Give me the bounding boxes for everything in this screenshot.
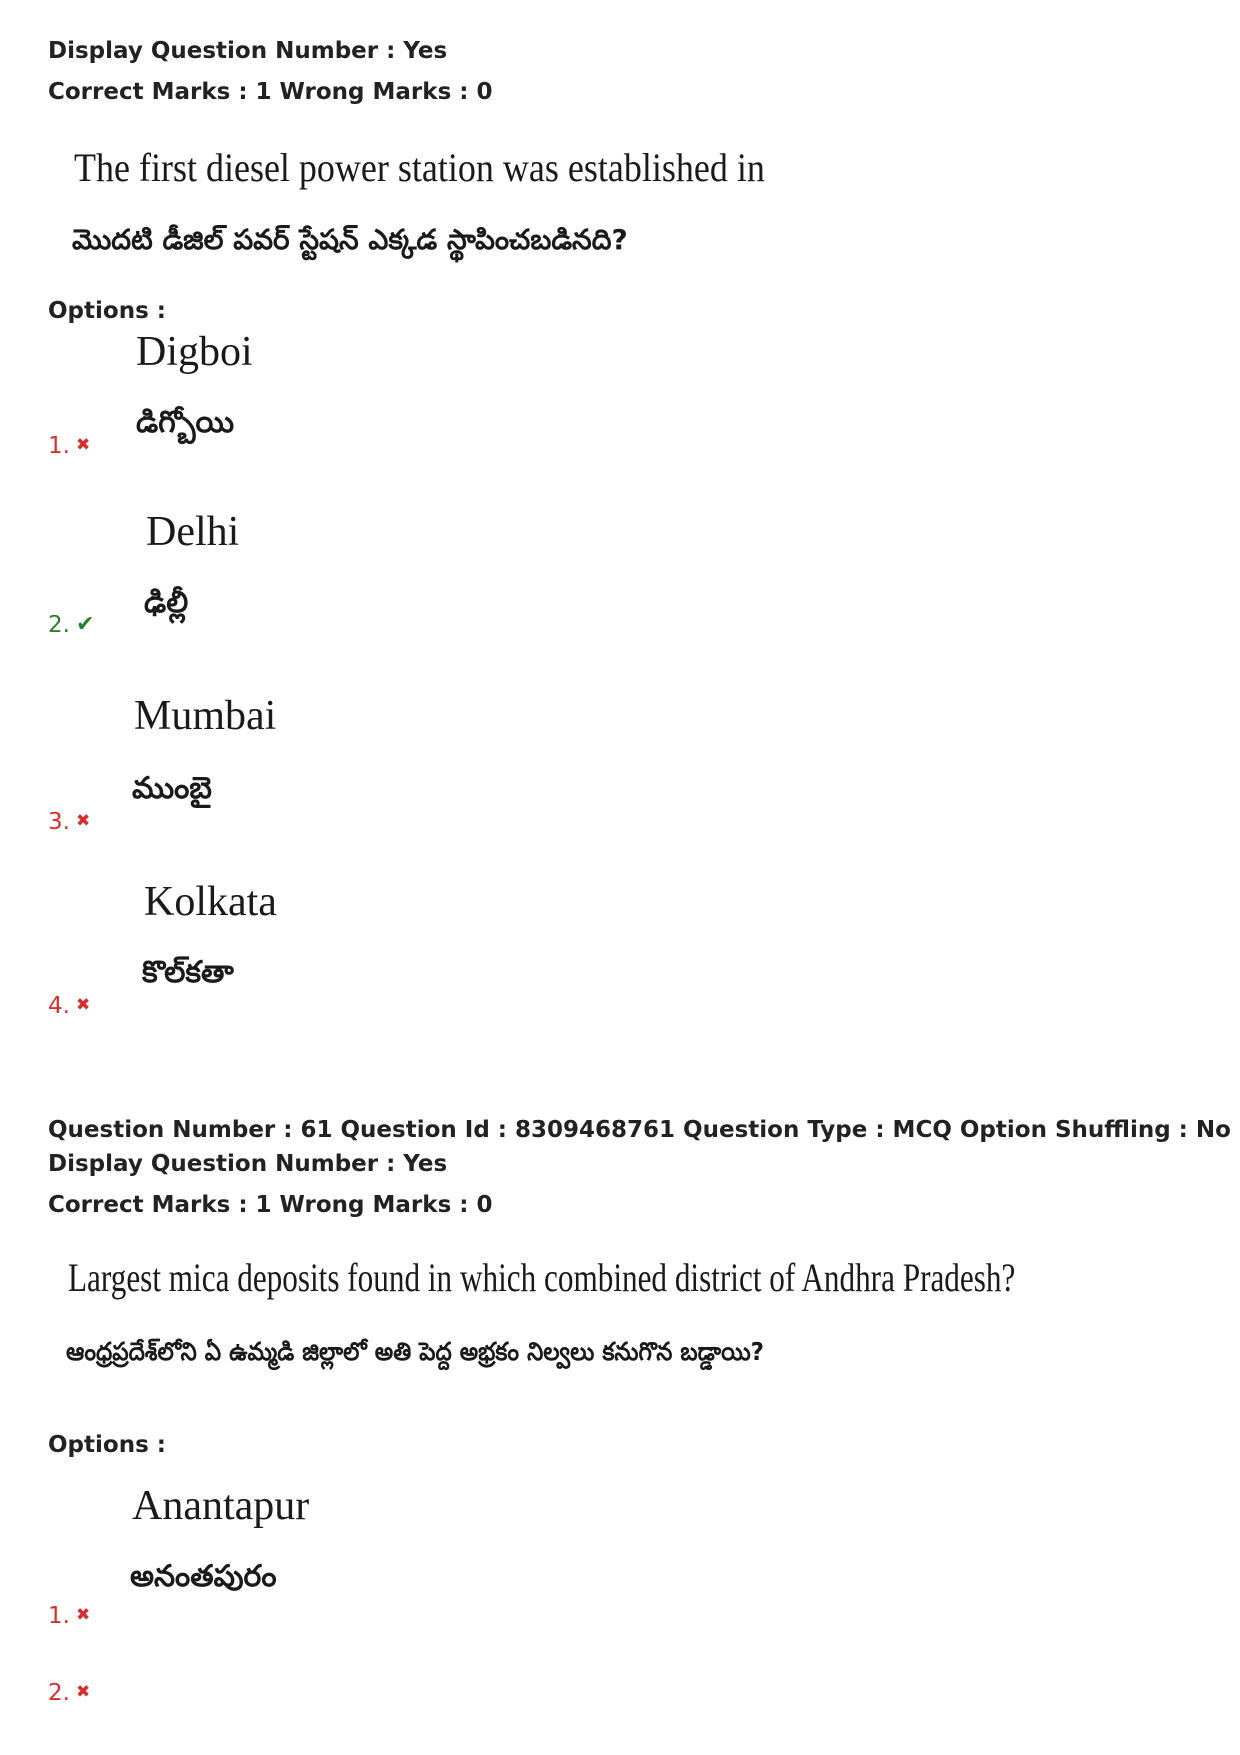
question-text-english: Largest mica deposits found in which combined district of Andhra Pradesh? xyxy=(68,1255,1016,1300)
question-text-english: The first diesel power station was established in xyxy=(74,145,765,190)
option-1-number xyxy=(48,1600,90,1631)
option-1-telugu: అనంతపురం xyxy=(130,1559,277,1594)
option-1-telugu: డిగ్బోయి xyxy=(136,405,235,440)
option-3-english: Mumbai xyxy=(134,693,277,739)
cross-icon: ✖ xyxy=(75,1682,91,1702)
option-number-label: 4. xyxy=(48,993,70,1019)
option-4-telugu: కొల్‌కతా xyxy=(142,955,234,990)
cross-icon: ✖ xyxy=(75,811,91,831)
option-4-english: Kolkata xyxy=(144,879,277,925)
cross-icon: ✖ xyxy=(75,435,91,455)
options-label: Options : xyxy=(48,1432,166,1458)
option-number-label: 2. xyxy=(48,612,70,638)
option-2-number xyxy=(48,610,94,640)
marks-line: Correct Marks : 1 Wrong Marks : 0 xyxy=(48,1192,493,1218)
option-number-label: 1. xyxy=(48,433,70,459)
option-number-label: 1. xyxy=(48,1603,70,1629)
cross-icon: ✖ xyxy=(75,995,91,1015)
option-4-number xyxy=(48,990,90,1021)
option-1-number xyxy=(48,430,90,461)
option-1-english: Digboi xyxy=(136,329,253,375)
option-3-telugu: ముంబై xyxy=(132,771,212,806)
display-question-number-line: Display Question Number : Yes xyxy=(48,1151,448,1177)
option-2-number xyxy=(48,1677,90,1708)
option-number-label: 3. xyxy=(48,809,70,835)
option-1-english: Anantapur xyxy=(132,1483,310,1529)
option-number-label: 2. xyxy=(48,1680,70,1706)
question-header-line: Question Number : 61 Question Id : 8309468761 Question Type : MCQ Option Shuffling : No xyxy=(48,1117,1231,1143)
option-2-telugu: ఢిల్లీ xyxy=(144,585,189,620)
check-icon: ✔ xyxy=(75,612,95,637)
question-text-telugu: ఆంధ్రప్రదేశ్‌లోని ఏ ఉమ్మడి జిల్లాలో అతి పెద్ద అభ్రకం నిల్వలు కనుగొన బడ్డాయి? xyxy=(66,1337,764,1366)
option-3-number xyxy=(48,806,90,837)
options-label: Options : xyxy=(48,298,166,324)
marks-line: Correct Marks : 1 Wrong Marks : 0 xyxy=(48,79,493,105)
question-text-telugu: మొదటి డీజిల్ పవర్ స్టేషన్ ఎక్కడ స్థాపించబడినది? xyxy=(72,223,628,256)
option-2-english: Delhi xyxy=(146,509,240,555)
cross-icon: ✖ xyxy=(75,1605,91,1625)
display-question-number-line: Display Question Number : Yes xyxy=(48,38,448,64)
